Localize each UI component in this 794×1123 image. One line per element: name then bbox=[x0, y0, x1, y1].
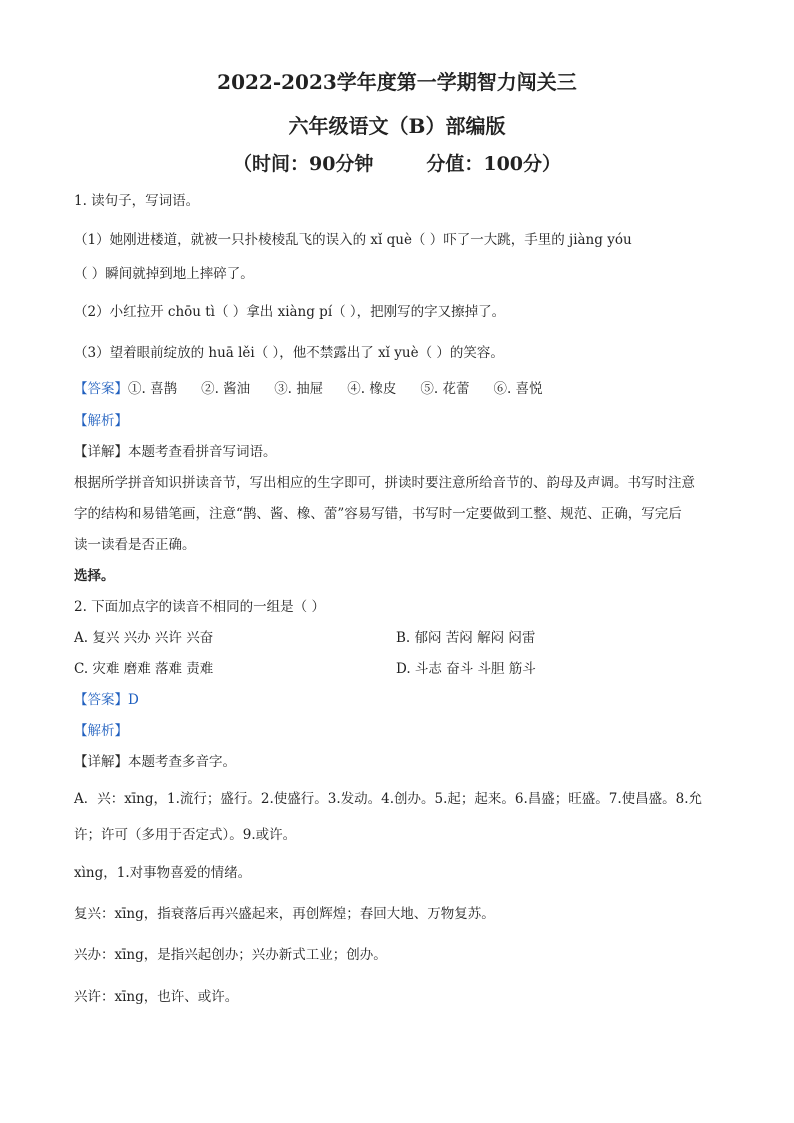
q2-option-c: C. 灾难 磨难 落难 责难 bbox=[74, 661, 214, 677]
q2-option-d: D. 斗志 奋斗 斗胆 筋斗 bbox=[396, 661, 536, 677]
q1-explanation-line: 根据所学拼音知识拼读音节，写出相应的生字即可，拼读时要注意所给音节的、韵母及声调。书写时注意 bbox=[74, 475, 695, 491]
q2-answer bbox=[74, 691, 139, 709]
q1-answer-row bbox=[74, 380, 567, 398]
answer-item: ①. 喜鹊 bbox=[128, 381, 178, 397]
q1-explanation-line: 读一读看是否正确。 bbox=[74, 537, 196, 553]
q2-explanation-line: 复兴：xīng，指衰落后再兴盛起来，再创辉煌；春回大地、万物复苏。 bbox=[74, 906, 495, 922]
q2-explanation-line: 兴办：xīng，是指兴起创办；兴办新式工业；创办。 bbox=[74, 947, 387, 963]
answer-item: ③. 抽屉 bbox=[274, 381, 324, 397]
q1-analysis-tag: 【解析】 bbox=[74, 413, 128, 429]
q2-explanation-line: xìng，1.对事物喜爱的情绪。 bbox=[74, 865, 252, 881]
section-label: 选择。 bbox=[74, 568, 115, 584]
answer-tag: 【答案】 bbox=[74, 381, 128, 397]
q1-stem: 1. 读句子，写词语。 bbox=[74, 193, 200, 209]
q2-option-a: A. 复兴 兴办 兴许 兴奋 bbox=[74, 630, 214, 646]
q2-explanation-line: A．兴：xīng，1.流行；盛行。2.使盛行。3.发动。4.创办。5.起；起来。6.昌盛；旺盛。7.使昌盛。8.允 bbox=[74, 791, 703, 807]
q1-sentence-1a: （1）她刚进楼道，就被一只扑棱棱乱飞的误入的 xǐ què（ ）吓了一大跳，手里的 jiàng yóu bbox=[74, 232, 632, 248]
q2-analysis-tag: 【解析】 bbox=[74, 723, 128, 739]
q2-detail: 【详解】本题考查多音字。 bbox=[74, 754, 236, 770]
answer-item: ④. 橡皮 bbox=[347, 381, 397, 397]
q2-answer-text: 【答案】D bbox=[74, 692, 139, 708]
q2-explanation-line: 许；许可（多用于否定式）。9.或许。 bbox=[74, 827, 297, 843]
q1-sentence-1b: （ ）瞬间就掉到地上摔碎了。 bbox=[74, 266, 254, 282]
q2-option-b: B. 郁闷 苦闷 解闷 闷雷 bbox=[396, 630, 536, 646]
q2-stem: 2. 下面加点字的读音不相同的一组是（ ） bbox=[74, 599, 325, 615]
q2-explanation-line: 兴许：xīng，也许、或许。 bbox=[74, 989, 239, 1005]
exam-title: 2022-2023学年度第一学期智力闯关三 bbox=[217, 70, 577, 94]
title-block bbox=[0, 70, 794, 176]
exam-time-score: （时间：90分钟 分值：100分） bbox=[232, 153, 562, 175]
q1-sentence-3: （3）望着眼前绽放的 huā lěi（ ），他不禁露出了 xǐ yuè（ ）的笑容。 bbox=[74, 345, 504, 361]
q1-detail: 【详解】本题考查看拼音写词语。 bbox=[74, 444, 277, 460]
answer-item: ⑤. 花蕾 bbox=[420, 381, 470, 397]
answer-item: ②. 酱油 bbox=[201, 381, 251, 397]
answer-item: ⑥. 喜悦 bbox=[493, 381, 543, 397]
q1-explanation-line: 字的结构和易错笔画，注意“鹊、酱、橡、蕾”容易写错，书写时一定要做到工整、规范、正确，写完后 bbox=[74, 506, 682, 522]
q1-sentence-2: （2）小红拉开 chōu tì（ ）拿出 xiàng pí（ ），把刚写的字又擦掉了。 bbox=[74, 304, 506, 320]
exam-subtitle: 六年级语文（B）部编版 bbox=[288, 114, 506, 138]
